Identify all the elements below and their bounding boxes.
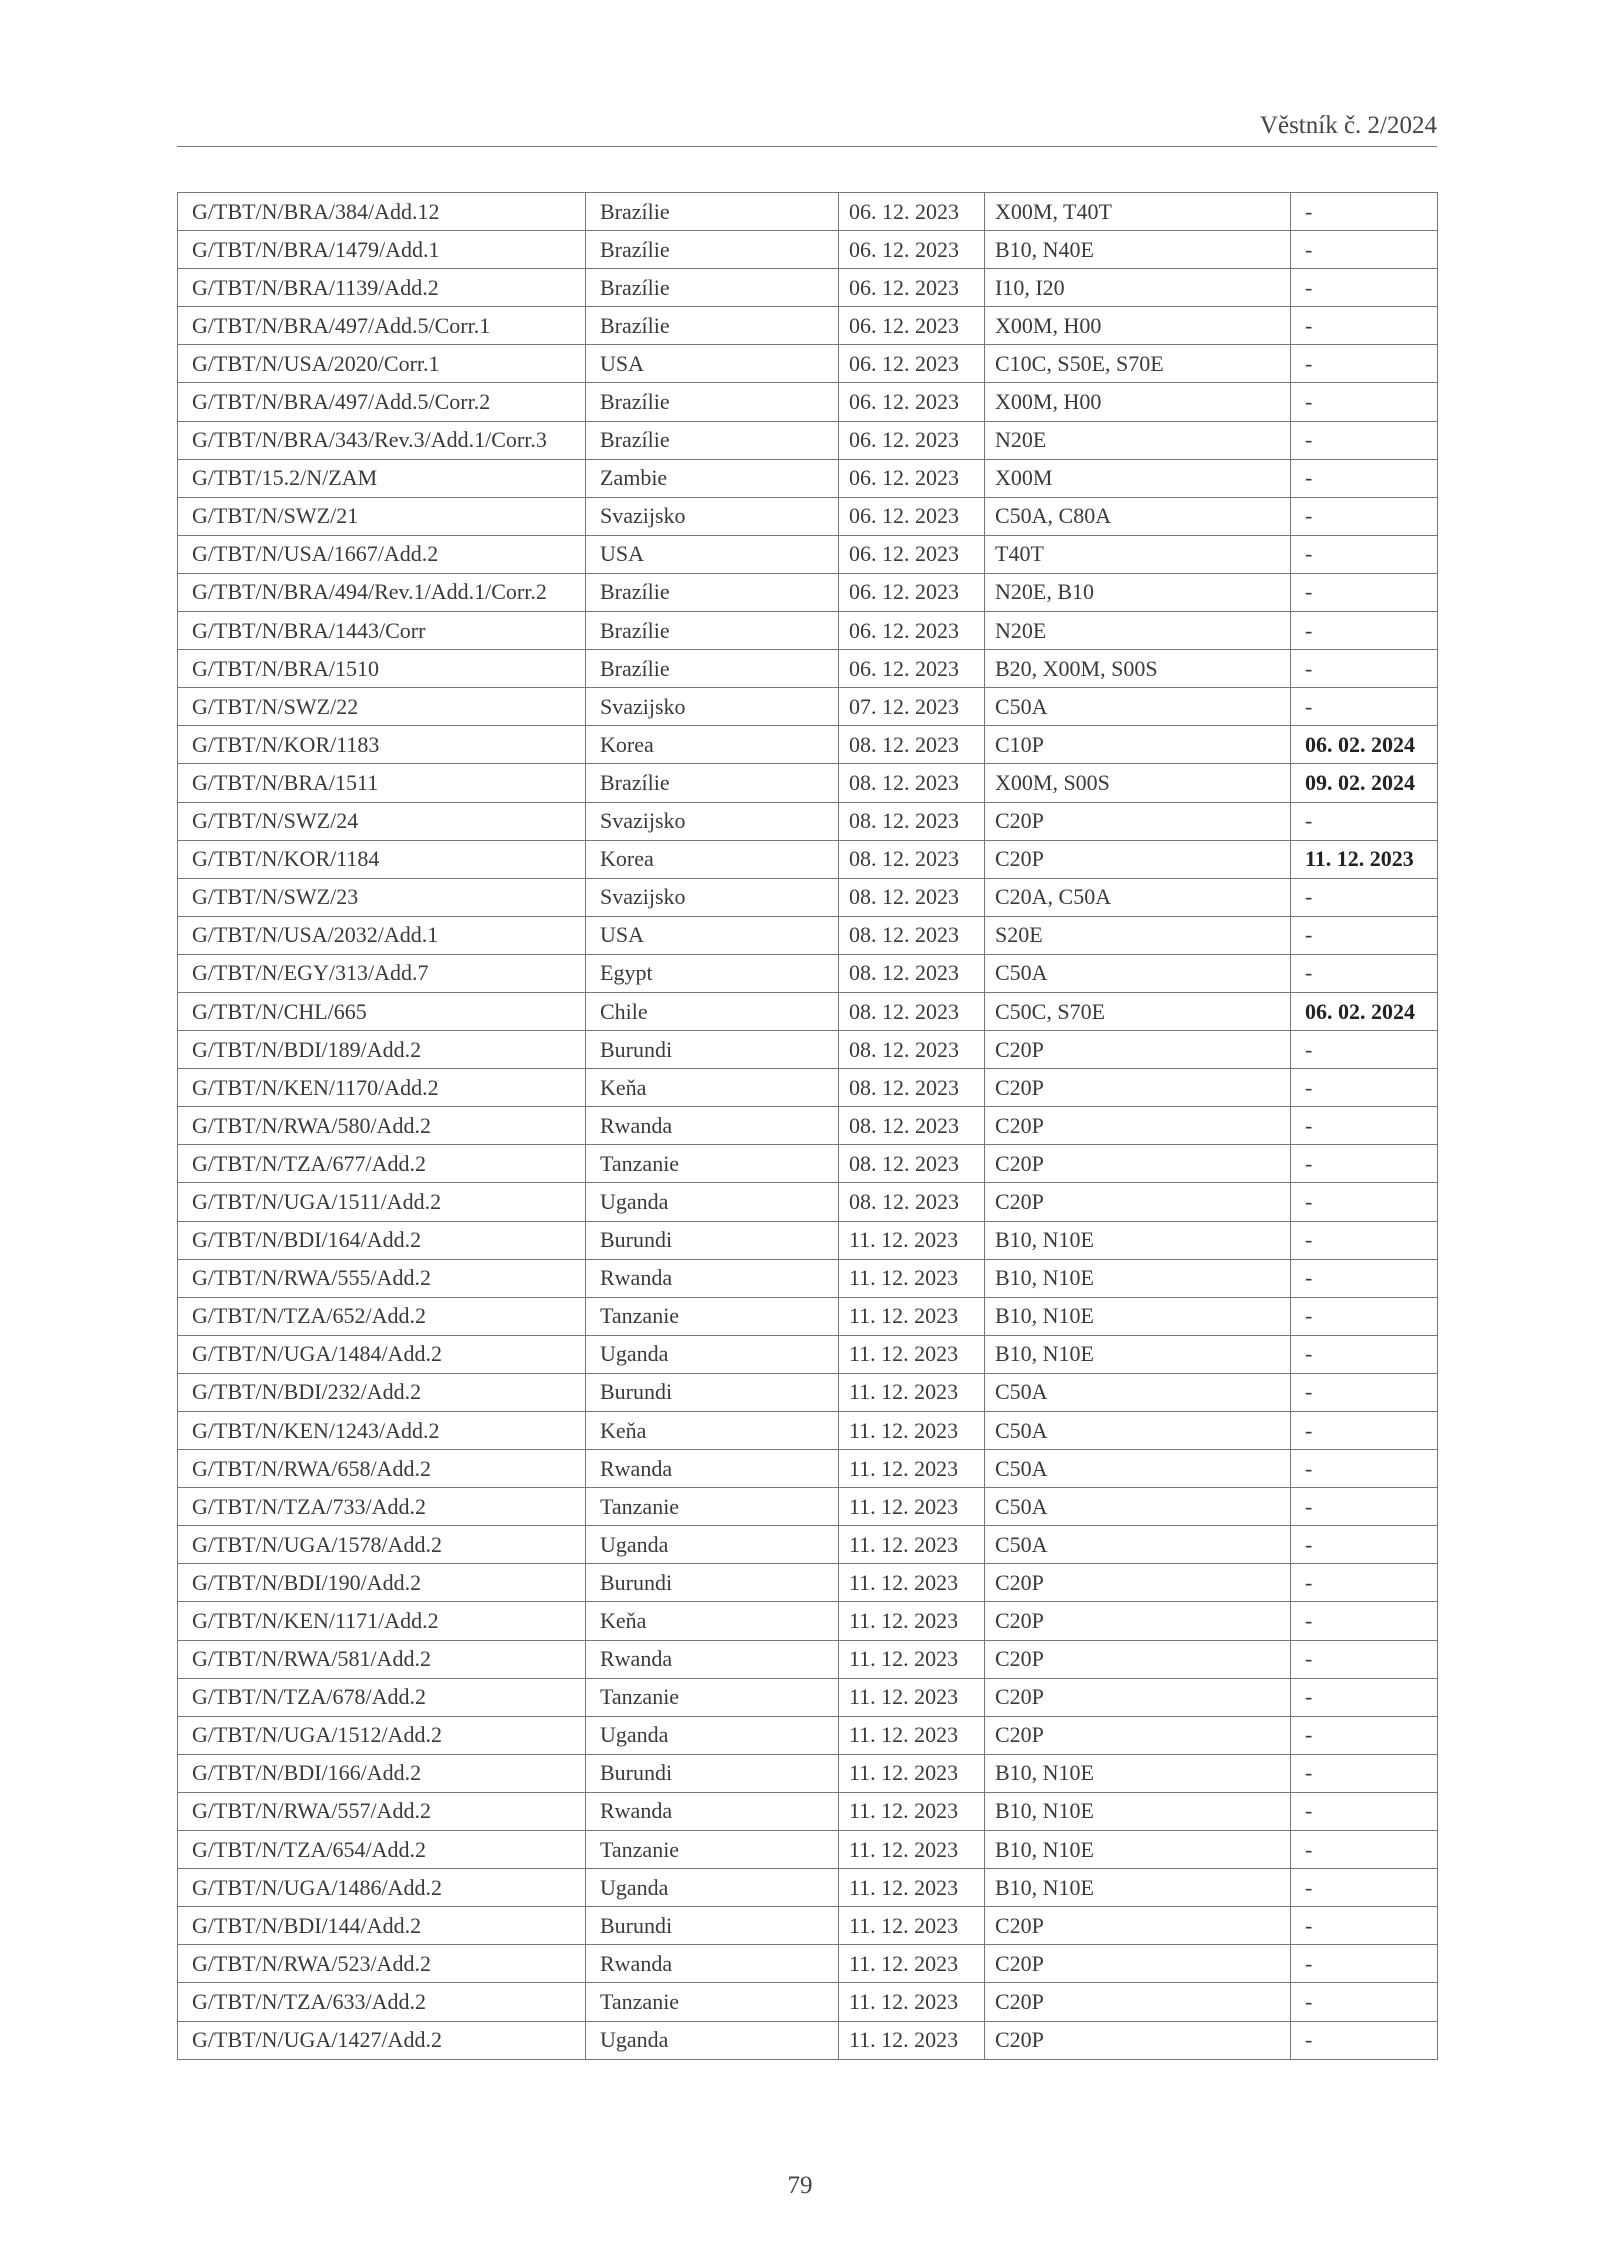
table-row [178,764,1438,802]
deadline-cell: - [1291,193,1438,231]
deadline-cell: - [1291,878,1438,916]
deadline-cell: - [1291,307,1438,345]
country-cell: Brazílie [586,307,839,345]
country-cell: Korea [586,840,839,878]
codes-cell: C50A [985,688,1291,726]
codes-cell: C50C, S70E [985,992,1291,1030]
document-symbol-cell: G/TBT/N/BRA/497/Add.5/Corr.1 [178,307,586,345]
country-cell: Svazijsko [586,802,839,840]
document-symbol-cell: G/TBT/N/BRA/1510 [178,650,586,688]
date-cell: 11. 12. 2023 [839,1907,985,1945]
date-cell: 07. 12. 2023 [839,688,985,726]
country-cell: Brazílie [586,764,839,802]
date-cell: 06. 12. 2023 [839,535,985,573]
country-cell: Svazijsko [586,688,839,726]
table-row [178,1488,1438,1526]
document-symbol-cell: G/TBT/N/BDI/190/Add.2 [178,1564,586,1602]
date-cell: 11. 12. 2023 [839,1335,985,1373]
country-cell: Tanzanie [586,1831,839,1869]
table-row [178,1145,1438,1183]
country-cell: Rwanda [586,1945,839,1983]
table-row [178,1031,1438,1069]
deadline-cell: - [1291,1259,1438,1297]
date-cell: 11. 12. 2023 [839,1564,985,1602]
country-cell: Burundi [586,1031,839,1069]
document-symbol-cell: G/TBT/N/UGA/1512/Add.2 [178,1716,586,1754]
date-cell: 11. 12. 2023 [839,1259,985,1297]
country-cell: Tanzanie [586,1145,839,1183]
deadline-cell: - [1291,1792,1438,1830]
date-cell: 11. 12. 2023 [839,1602,985,1640]
deadline-cell: - [1291,1450,1438,1488]
deadline-cell: - [1291,535,1438,573]
document-symbol-cell: G/TBT/N/USA/2020/Corr.1 [178,345,586,383]
codes-cell: C10P [985,726,1291,764]
date-cell: 11. 12. 2023 [839,1792,985,1830]
date-cell: 06. 12. 2023 [839,383,985,421]
codes-cell: B10, N10E [985,1221,1291,1259]
document-symbol-cell: G/TBT/N/UGA/1486/Add.2 [178,1869,586,1907]
codes-cell: C20P [985,802,1291,840]
date-cell: 08. 12. 2023 [839,802,985,840]
country-cell: Brazílie [586,573,839,611]
country-cell: Burundi [586,1564,839,1602]
document-symbol-cell: G/TBT/15.2/N/ZAM [178,459,586,497]
table-row [178,1869,1438,1907]
document-symbol-cell: G/TBT/N/RWA/557/Add.2 [178,1792,586,1830]
date-cell: 08. 12. 2023 [839,1069,985,1107]
document-symbol-cell: G/TBT/N/TZA/733/Add.2 [178,1488,586,1526]
deadline-cell: - [1291,1031,1438,1069]
codes-cell: C20P [985,1945,1291,1983]
codes-cell: X00M, S00S [985,764,1291,802]
deadline-cell: - [1291,1069,1438,1107]
date-cell: 11. 12. 2023 [839,1297,985,1335]
codes-cell: X00M, T40T [985,193,1291,231]
codes-cell: C20P [985,1564,1291,1602]
country-cell: Brazílie [586,383,839,421]
codes-cell: B10, N10E [985,1869,1291,1907]
table-row [178,1069,1438,1107]
deadline-cell: - [1291,1488,1438,1526]
deadline-cell: - [1291,1412,1438,1450]
date-cell: 06. 12. 2023 [839,307,985,345]
deadline-cell: - [1291,1183,1438,1221]
date-cell: 11. 12. 2023 [839,1831,985,1869]
codes-cell: C20P [985,1640,1291,1678]
codes-cell: B20, X00M, S00S [985,650,1291,688]
table-row [178,726,1438,764]
codes-cell: C50A [985,1488,1291,1526]
country-cell: Keňa [586,1602,839,1640]
date-cell: 06. 12. 2023 [839,231,985,269]
table-row [178,992,1438,1030]
country-cell: Svazijsko [586,497,839,535]
codes-cell: C20P [985,1678,1291,1716]
codes-cell: C20P [985,1907,1291,1945]
document-symbol-cell: G/TBT/N/USA/2032/Add.1 [178,916,586,954]
codes-cell: B10, N10E [985,1335,1291,1373]
document-symbol-cell: G/TBT/N/UGA/1511/Add.2 [178,1183,586,1221]
codes-cell: X00M [985,459,1291,497]
country-cell: Uganda [586,1183,839,1221]
country-cell: Brazílie [586,650,839,688]
table-row [178,535,1438,573]
table-row [178,1335,1438,1373]
codes-cell: C20P [985,1716,1291,1754]
document-symbol-cell: G/TBT/N/BDI/232/Add.2 [178,1373,586,1411]
document-symbol-cell: G/TBT/N/BRA/497/Add.5/Corr.2 [178,383,586,421]
codes-cell: B10, N10E [985,1831,1291,1869]
deadline-cell: - [1291,421,1438,459]
document-symbol-cell: G/TBT/N/KOR/1183 [178,726,586,764]
date-cell: 06. 12. 2023 [839,193,985,231]
date-cell: 11. 12. 2023 [839,1488,985,1526]
journal-header-title: Věstník č. 2/2024 [1259,112,1437,139]
codes-cell: S20E [985,916,1291,954]
country-cell: Tanzanie [586,1488,839,1526]
document-symbol-cell: G/TBT/N/UGA/1484/Add.2 [178,1335,586,1373]
date-cell: 06. 12. 2023 [839,650,985,688]
document-symbol-cell: G/TBT/N/TZA/678/Add.2 [178,1678,586,1716]
document-symbol-cell: G/TBT/N/CHL/665 [178,992,586,1030]
codes-cell: X00M, H00 [985,307,1291,345]
deadline-cell: 11. 12. 2023 [1291,840,1438,878]
deadline-cell: - [1291,1907,1438,1945]
deadline-cell: - [1291,1373,1438,1411]
deadline-cell: - [1291,1107,1438,1145]
date-cell: 11. 12. 2023 [839,1678,985,1716]
codes-cell: C50A, C80A [985,497,1291,535]
document-symbol-cell: G/TBT/N/RWA/658/Add.2 [178,1450,586,1488]
country-cell: Tanzanie [586,1983,839,2021]
document-symbol-cell: G/TBT/N/BDI/164/Add.2 [178,1221,586,1259]
notifications-table [177,192,1438,2060]
document-symbol-cell: G/TBT/N/RWA/523/Add.2 [178,1945,586,1983]
table-row [178,383,1438,421]
country-cell: Burundi [586,1754,839,1792]
codes-cell: C20P [985,840,1291,878]
deadline-cell: - [1291,916,1438,954]
country-cell: Brazílie [586,231,839,269]
date-cell: 08. 12. 2023 [839,1031,985,1069]
country-cell: Rwanda [586,1640,839,1678]
table-row [178,688,1438,726]
date-cell: 06. 12. 2023 [839,459,985,497]
codes-cell: C20P [985,1031,1291,1069]
date-cell: 11. 12. 2023 [839,1640,985,1678]
table-row [178,1678,1438,1716]
country-cell: Uganda [586,1526,839,1564]
deadline-cell: - [1291,1335,1438,1373]
country-cell: Brazílie [586,269,839,307]
date-cell: 06. 12. 2023 [839,345,985,383]
date-cell: 06. 12. 2023 [839,497,985,535]
document-symbol-cell: G/TBT/N/BRA/494/Rev.1/Add.1/Corr.2 [178,573,586,611]
codes-cell: C50A [985,1450,1291,1488]
country-cell: Burundi [586,1221,839,1259]
document-symbol-cell: G/TBT/N/BRA/1479/Add.1 [178,231,586,269]
table-row [178,1259,1438,1297]
table-row [178,1373,1438,1411]
document-symbol-cell: G/TBT/N/UGA/1578/Add.2 [178,1526,586,1564]
codes-cell: C10C, S50E, S70E [985,345,1291,383]
document-symbol-cell: G/TBT/N/BRA/384/Add.12 [178,193,586,231]
codes-cell: B10, N40E [985,231,1291,269]
table-row [178,1640,1438,1678]
table-row [178,1602,1438,1640]
date-cell: 11. 12. 2023 [839,1373,985,1411]
table-row [178,1221,1438,1259]
country-cell: Egypt [586,954,839,992]
codes-cell: C20P [985,2021,1291,2059]
codes-cell: B10, N10E [985,1792,1291,1830]
document-symbol-cell: G/TBT/N/KEN/1170/Add.2 [178,1069,586,1107]
country-cell: USA [586,916,839,954]
codes-cell: I10, I20 [985,269,1291,307]
country-cell: Zambie [586,459,839,497]
country-cell: Keňa [586,1412,839,1450]
deadline-cell: - [1291,688,1438,726]
table-row [178,840,1438,878]
deadline-cell: - [1291,269,1438,307]
country-cell: Chile [586,992,839,1030]
document-symbol-cell: G/TBT/N/UGA/1427/Add.2 [178,2021,586,2059]
header-divider [177,146,1437,147]
table-row [178,269,1438,307]
document-symbol-cell: G/TBT/N/BDI/189/Add.2 [178,1031,586,1069]
document-symbol-cell: G/TBT/N/EGY/313/Add.7 [178,954,586,992]
document-symbol-cell: G/TBT/N/TZA/652/Add.2 [178,1297,586,1335]
document-symbol-cell: G/TBT/N/TZA/677/Add.2 [178,1145,586,1183]
date-cell: 11. 12. 2023 [839,2021,985,2059]
country-cell: Burundi [586,1373,839,1411]
table-body [178,193,1438,2060]
table-row [178,1983,1438,2021]
country-cell: Tanzanie [586,1297,839,1335]
deadline-cell: - [1291,1983,1438,2021]
deadline-cell: - [1291,2021,1438,2059]
codes-cell: N20E [985,612,1291,650]
codes-cell: C50A [985,1526,1291,1564]
deadline-cell: - [1291,1831,1438,1869]
deadline-cell: - [1291,1602,1438,1640]
document-symbol-cell: G/TBT/N/SWZ/21 [178,497,586,535]
deadline-cell: - [1291,1869,1438,1907]
country-cell: Brazílie [586,612,839,650]
codes-cell: C20P [985,1145,1291,1183]
deadline-cell: - [1291,802,1438,840]
country-cell: Tanzanie [586,1678,839,1716]
table-row [178,307,1438,345]
codes-cell: C20P [985,1602,1291,1640]
table-row [178,497,1438,535]
document-symbol-cell: G/TBT/N/USA/1667/Add.2 [178,535,586,573]
table-row [178,193,1438,231]
country-cell: Brazílie [586,193,839,231]
date-cell: 06. 12. 2023 [839,269,985,307]
deadline-cell: - [1291,1221,1438,1259]
country-cell: Burundi [586,1907,839,1945]
country-cell: Rwanda [586,1792,839,1830]
table-row [178,1450,1438,1488]
date-cell: 11. 12. 2023 [839,1412,985,1450]
codes-cell: C20P [985,1983,1291,2021]
document-symbol-cell: G/TBT/N/BDI/144/Add.2 [178,1907,586,1945]
codes-cell: N20E, B10 [985,573,1291,611]
country-cell: USA [586,535,839,573]
deadline-cell: 09. 02. 2024 [1291,764,1438,802]
codes-cell: C20P [985,1183,1291,1221]
date-cell: 11. 12. 2023 [839,1983,985,2021]
document-symbol-cell: G/TBT/N/BDI/166/Add.2 [178,1754,586,1792]
deadline-cell: - [1291,459,1438,497]
date-cell: 06. 12. 2023 [839,573,985,611]
document-symbol-cell: G/TBT/N/BRA/1139/Add.2 [178,269,586,307]
document-symbol-cell: G/TBT/N/KEN/1243/Add.2 [178,1412,586,1450]
country-cell: Svazijsko [586,878,839,916]
table-row [178,345,1438,383]
table-row [178,1716,1438,1754]
table-row [178,1183,1438,1221]
document-symbol-cell: G/TBT/N/BRA/1511 [178,764,586,802]
codes-cell: B10, N10E [985,1297,1291,1335]
table-row [178,1792,1438,1830]
document-symbol-cell: G/TBT/N/SWZ/23 [178,878,586,916]
document-symbol-cell: G/TBT/N/BRA/1443/Corr [178,612,586,650]
table-row [178,1564,1438,1602]
codes-cell: C50A [985,954,1291,992]
table-row [178,1754,1438,1792]
document-symbol-cell: G/TBT/N/RWA/555/Add.2 [178,1259,586,1297]
country-cell: Rwanda [586,1107,839,1145]
document-symbol-cell: G/TBT/N/KEN/1171/Add.2 [178,1602,586,1640]
table-row [178,1831,1438,1869]
deadline-cell: - [1291,1754,1438,1792]
table-row [178,916,1438,954]
country-cell: Brazílie [586,421,839,459]
table-row [178,802,1438,840]
table-row [178,612,1438,650]
table-row [178,1412,1438,1450]
document-symbol-cell: G/TBT/N/SWZ/22 [178,688,586,726]
country-cell: Rwanda [586,1450,839,1488]
country-cell: Rwanda [586,1259,839,1297]
codes-cell: X00M, H00 [985,383,1291,421]
codes-cell: B10, N10E [985,1754,1291,1792]
codes-cell: C20A, C50A [985,878,1291,916]
table-row [178,573,1438,611]
country-cell: Uganda [586,1335,839,1373]
document-symbol-cell: G/TBT/N/KOR/1184 [178,840,586,878]
deadline-cell: - [1291,231,1438,269]
document-symbol-cell: G/TBT/N/TZA/633/Add.2 [178,1983,586,2021]
country-cell: Korea [586,726,839,764]
date-cell: 08. 12. 2023 [839,1183,985,1221]
country-cell: Uganda [586,1716,839,1754]
deadline-cell: - [1291,612,1438,650]
date-cell: 08. 12. 2023 [839,954,985,992]
table-row [178,1907,1438,1945]
deadline-cell: - [1291,1564,1438,1602]
table-row [178,878,1438,916]
table-row [178,1945,1438,1983]
date-cell: 08. 12. 2023 [839,1145,985,1183]
deadline-cell: 06. 02. 2024 [1291,726,1438,764]
date-cell: 11. 12. 2023 [839,1754,985,1792]
country-cell: Uganda [586,2021,839,2059]
table-row [178,954,1438,992]
date-cell: 11. 12. 2023 [839,1526,985,1564]
deadline-cell: - [1291,497,1438,535]
deadline-cell: - [1291,1526,1438,1564]
deadline-cell: - [1291,650,1438,688]
date-cell: 08. 12. 2023 [839,764,985,802]
table-row [178,231,1438,269]
table-row [178,459,1438,497]
deadline-cell: - [1291,573,1438,611]
table-row [178,1526,1438,1564]
date-cell: 06. 12. 2023 [839,421,985,459]
deadline-cell: - [1291,383,1438,421]
deadline-cell: - [1291,345,1438,383]
document-symbol-cell: G/TBT/N/RWA/580/Add.2 [178,1107,586,1145]
date-cell: 11. 12. 2023 [839,1869,985,1907]
date-cell: 11. 12. 2023 [839,1450,985,1488]
table-row [178,1107,1438,1145]
date-cell: 08. 12. 2023 [839,992,985,1030]
date-cell: 06. 12. 2023 [839,612,985,650]
date-cell: 08. 12. 2023 [839,840,985,878]
deadline-cell: - [1291,1678,1438,1716]
date-cell: 08. 12. 2023 [839,878,985,916]
codes-cell: B10, N10E [985,1259,1291,1297]
date-cell: 11. 12. 2023 [839,1716,985,1754]
codes-cell: C50A [985,1373,1291,1411]
date-cell: 11. 12. 2023 [839,1945,985,1983]
deadline-cell: - [1291,1716,1438,1754]
country-cell: Keňa [586,1069,839,1107]
codes-cell: N20E [985,421,1291,459]
document-symbol-cell: G/TBT/N/BRA/343/Rev.3/Add.1/Corr.3 [178,421,586,459]
codes-cell: C50A [985,1412,1291,1450]
table-row [178,2021,1438,2059]
date-cell: 08. 12. 2023 [839,726,985,764]
date-cell: 08. 12. 2023 [839,916,985,954]
codes-cell: C20P [985,1107,1291,1145]
codes-cell: T40T [985,535,1291,573]
document-symbol-cell: G/TBT/N/TZA/654/Add.2 [178,1831,586,1869]
country-cell: Uganda [586,1869,839,1907]
page-number: 79 [787,2172,813,2199]
country-cell: USA [586,345,839,383]
deadline-cell: 06. 02. 2024 [1291,992,1438,1030]
deadline-cell: - [1291,954,1438,992]
deadline-cell: - [1291,1145,1438,1183]
deadline-cell: - [1291,1945,1438,1983]
deadline-cell: - [1291,1297,1438,1335]
table-row [178,1297,1438,1335]
table-row [178,650,1438,688]
codes-cell: C20P [985,1069,1291,1107]
document-symbol-cell: G/TBT/N/RWA/581/Add.2 [178,1640,586,1678]
table-row [178,421,1438,459]
date-cell: 11. 12. 2023 [839,1221,985,1259]
deadline-cell: - [1291,1640,1438,1678]
document-symbol-cell: G/TBT/N/SWZ/24 [178,802,586,840]
date-cell: 08. 12. 2023 [839,1107,985,1145]
